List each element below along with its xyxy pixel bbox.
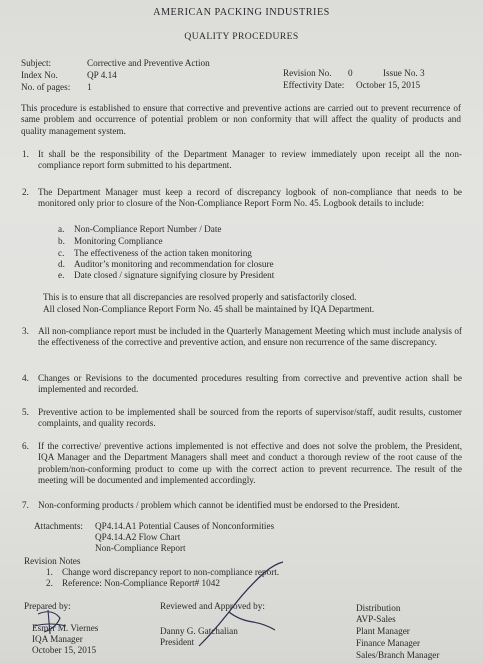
intro-paragraph: This procedure is established to ensure that corrective and preventive actions are carried out to prevent recurrence of same problem and occurrence of potential problem or non conformity that will affect the quality of products and quality management system. [21,103,461,136]
pages-label: No. of pages: [21,82,71,92]
item-text: It shall be the responsibility of the Department Manager to review immediately upon receipt all the non-compliance report form submitted to his department. [38,149,462,171]
issue-number: Issue No. 3 [383,68,425,78]
reviewed-by-label: Reviewed and Approved by: [160,601,265,611]
company-name: AMERICAN PACKING INDUSTRIES [153,7,330,18]
item-text: Non-conforming products / problem which cannot be identified must be endorsed to the President. [38,500,400,510]
subject-label: Subject: [21,58,52,68]
attachment-item: QP4.14.A2 Flow Chart [95,532,181,542]
procedure-item-3 [22,326,462,362]
procedure-item-2 [22,187,462,223]
index-label: Index No. [21,70,58,80]
attachment-item: Non-Compliance Report [95,543,186,553]
revision-value: 0 [348,68,353,78]
approved-signature-icon [195,560,305,650]
attachment-item: QP4.14.A1 Potential Causes of Nonconformities [95,521,275,531]
procedure-item-5 [22,407,462,431]
procedure-item-1 [22,149,462,173]
revision-note-number: 1. [46,567,53,577]
reviewed-by-title: President [160,637,195,647]
logbook-item-b: Monitoring Compliance [74,236,163,246]
logbook-item-a: Non-Compliance Report Number / Date [74,224,222,234]
prepared-by-title: IQA Manager [32,634,83,644]
logbook-item-e: Date closed / signature signifying closure by President [74,270,275,280]
revision-note: Change word discrepancy report to non-compliance report. [62,567,280,577]
item-number: 5. [22,407,29,417]
pages-value: 1 [87,82,92,92]
revision-note: Reference: Non-Compliance Report# 1042 [62,578,220,588]
logbook-letter-d: d. [58,259,65,269]
prepared-signature-icon [30,604,90,638]
item-number: 3. [22,326,29,336]
index-value: QP 4.14 [87,70,117,80]
item-number: 7. [22,500,29,510]
distribution-item: AVP-Sales [356,614,396,624]
logbook-letter-a: a. [58,224,65,234]
distribution-item: Plant Manager [356,626,410,636]
item-text: If the corrective/ preventive actions implemented is not effective and does not solve the problem, the President, IQA Manager and the Department Managers shall meet and conduct a thorough review of the root cause of the problem/non-conforming product to come up with the correct action to prevent recurrence. The result of the meeting will be documented and implemented accordingly. [38,441,462,486]
reviewed-by-name: Danny G. Gatchalian [160,626,238,636]
prepared-by-label: Prepared by: [24,601,71,611]
document-type: QUALITY PROCEDURES [184,31,299,42]
item-number: 4. [22,373,29,383]
logbook-letter-e: e. [58,270,65,280]
item-text: The Department Manager must keep a record of discrepancy logbook of non-compliance that needs to be monitored only prior to closure of the Non-Compliance Report Form No. 45. Logbook details to include: [38,187,462,209]
item-text: Preventive action to be implemented shall be sourced from the reports of supervisor/staff, audit results, customer complaints, and quality records. [38,407,462,429]
distribution-label: Distribution [356,603,401,613]
effectivity-value: October 15, 2015 [356,80,421,90]
logbook-letter-b: b. [58,236,65,246]
item-number: 1. [22,149,29,159]
logbook-letter-c: c. [58,248,65,258]
logbook-item-d: Auditor’s monitoring and recommendation for closure [74,259,274,269]
item-text: All non-compliance report must be included in the Quarterly Management Meeting which must include analysis of the effectiveness of the corrective and preventive action, and ensure non recurrence of the same discrepancy. [38,326,462,348]
subject-value: Corrective and Preventive Action [87,58,210,68]
attachments-label: Attachments: [34,521,83,531]
prepared-by-name: Esmer M. Viernes [32,623,99,633]
revision-note-number: 2. [46,578,53,588]
item2-note-2: All closed Non-Compliance Report Form No. 45 shall be maintained by IQA Department. [43,304,375,314]
procedure-item-4 [22,373,462,397]
logbook-item-c: The effectiveness of the action taken monitoring [74,248,252,258]
revision-label: Revision No. [283,68,332,78]
distribution-item: Sales/Branch Manager [356,650,440,660]
prepared-by-date: October 15, 2015 [32,645,97,655]
item2-note-1: This is to ensure that all discrepancies are resolved properly and satisfactorily closed. [43,292,357,302]
revision-notes-label: Revision Notes [24,556,81,566]
procedure-item-7 [22,500,462,512]
effectivity-label: Effectivity Date: [283,80,345,90]
procedure-item-6 [22,441,462,489]
item-number: 6. [22,441,29,451]
item-number: 2. [22,187,29,197]
distribution-item: Finance Manager [356,638,421,648]
item-text: Changes or Revisions to the documented procedures resulting from corrective and preventive action shall be implemented and recorded. [38,373,462,395]
